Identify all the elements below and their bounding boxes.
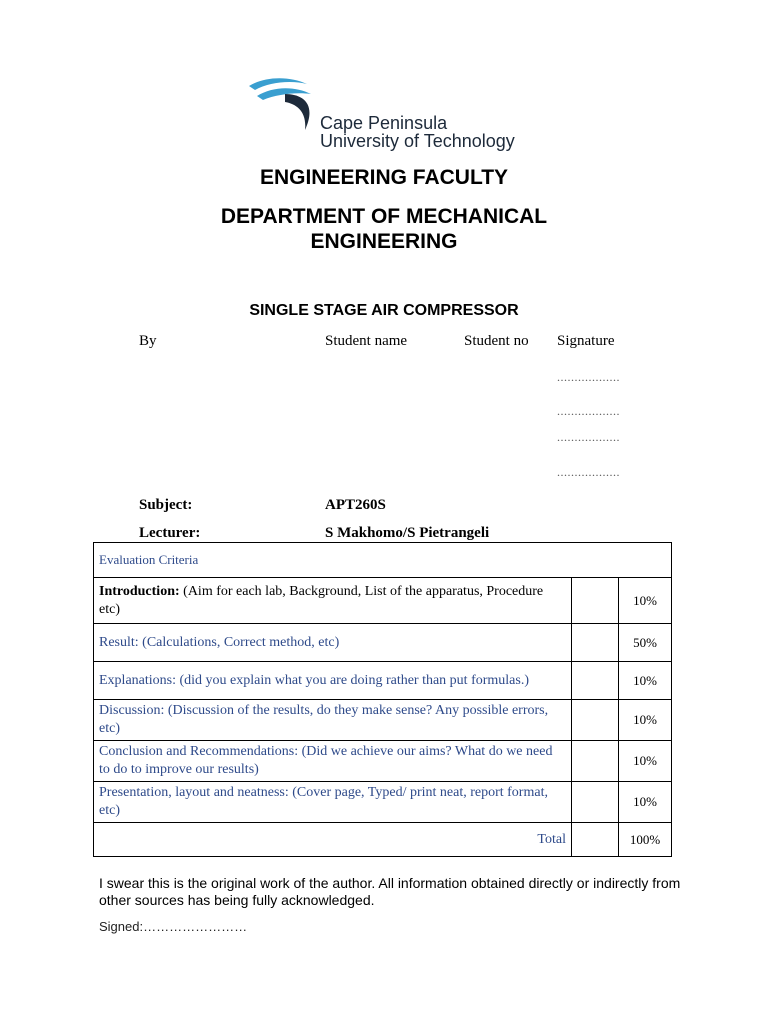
student-name-label: Student name: [325, 333, 408, 349]
department-line-1: DEPARTMENT OF MECHANICAL: [220, 205, 548, 228]
score-cell[interactable]: [572, 782, 619, 823]
subject-value: APT260S: [325, 497, 386, 513]
lecturer-value: S Makhomo/S Pietrangeli: [325, 525, 490, 541]
signed-line[interactable]: Signed:……………………: [99, 919, 248, 934]
by-label: By: [139, 333, 157, 349]
criteria-label: Introduction:: [99, 583, 180, 599]
weight-cell: 10%: [619, 741, 672, 782]
table-row: [94, 624, 672, 662]
criteria-cell: Presentation, layout and neatness: (Cover page, Typed/ print neat, report format, etc): [94, 782, 572, 823]
score-cell[interactable]: [572, 662, 619, 700]
total-score-cell[interactable]: [572, 823, 619, 857]
total-label: Total: [94, 823, 572, 857]
signature-label: Signature: [557, 333, 615, 349]
lecturer-label: Lecturer:: [139, 525, 201, 541]
score-cell[interactable]: [572, 700, 619, 741]
logo-line-1: Cape Peninsula: [320, 113, 448, 133]
criteria-text: (Aim for each lab, Background, List of the apparatus, Procedure etc): [99, 583, 544, 617]
signature-line[interactable]: ..................: [557, 370, 620, 384]
logo-line-2: University of Technology: [320, 131, 515, 151]
weight-cell: 10%: [619, 782, 672, 823]
declaration-text: I swear this is the original work of the author. All information obtained directly or indirectly from other sources has being fully acknowledged.: [99, 875, 681, 908]
criteria-cell: Conclusion and Recommendations: (Did we achieve our aims? What do we need to do to improve our results): [94, 741, 572, 782]
report-title: SINGLE STAGE AIR COMPRESSOR: [249, 302, 519, 319]
table-header-row: [94, 543, 672, 578]
department-heading: [0, 204, 768, 254]
criteria-cell: Discussion: (Discussion of the results, do they make sense? Any possible errors, etc): [94, 700, 572, 741]
evaluation-table: [93, 542, 672, 857]
score-cell[interactable]: [572, 624, 619, 662]
evaluation-criteria-header: Evaluation Criteria: [94, 543, 672, 578]
signature-line[interactable]: ..................: [557, 404, 620, 418]
weight-cell: 10%: [619, 578, 672, 624]
criteria-cell: Explanations: (did you explain what you are doing rather than put formulas.): [94, 662, 572, 700]
student-no-label: Student no: [464, 333, 529, 349]
weight-cell: 50%: [619, 624, 672, 662]
weight-cell: 10%: [619, 700, 672, 741]
logo-wave-icon: [245, 74, 325, 134]
criteria-cell: [94, 578, 572, 624]
total-weight: 100%: [619, 823, 672, 857]
university-logo: [245, 74, 545, 154]
criteria-cell: Result: (Calculations, Correct method, etc): [94, 624, 572, 662]
score-cell[interactable]: [572, 578, 619, 624]
weight-cell: 10%: [619, 662, 672, 700]
signature-line[interactable]: ..................: [557, 465, 620, 479]
subject-label: Subject:: [139, 497, 193, 513]
table-row: [94, 741, 672, 782]
score-cell[interactable]: [572, 741, 619, 782]
table-row: [94, 782, 672, 823]
table-row: [94, 662, 672, 700]
table-row: [94, 700, 672, 741]
total-row: [94, 823, 672, 857]
department-line-2: ENGINEERING: [310, 230, 458, 253]
signature-line[interactable]: ..................: [557, 430, 620, 444]
faculty-heading: ENGINEERING FACULTY: [259, 166, 509, 189]
table-row: [94, 578, 672, 624]
